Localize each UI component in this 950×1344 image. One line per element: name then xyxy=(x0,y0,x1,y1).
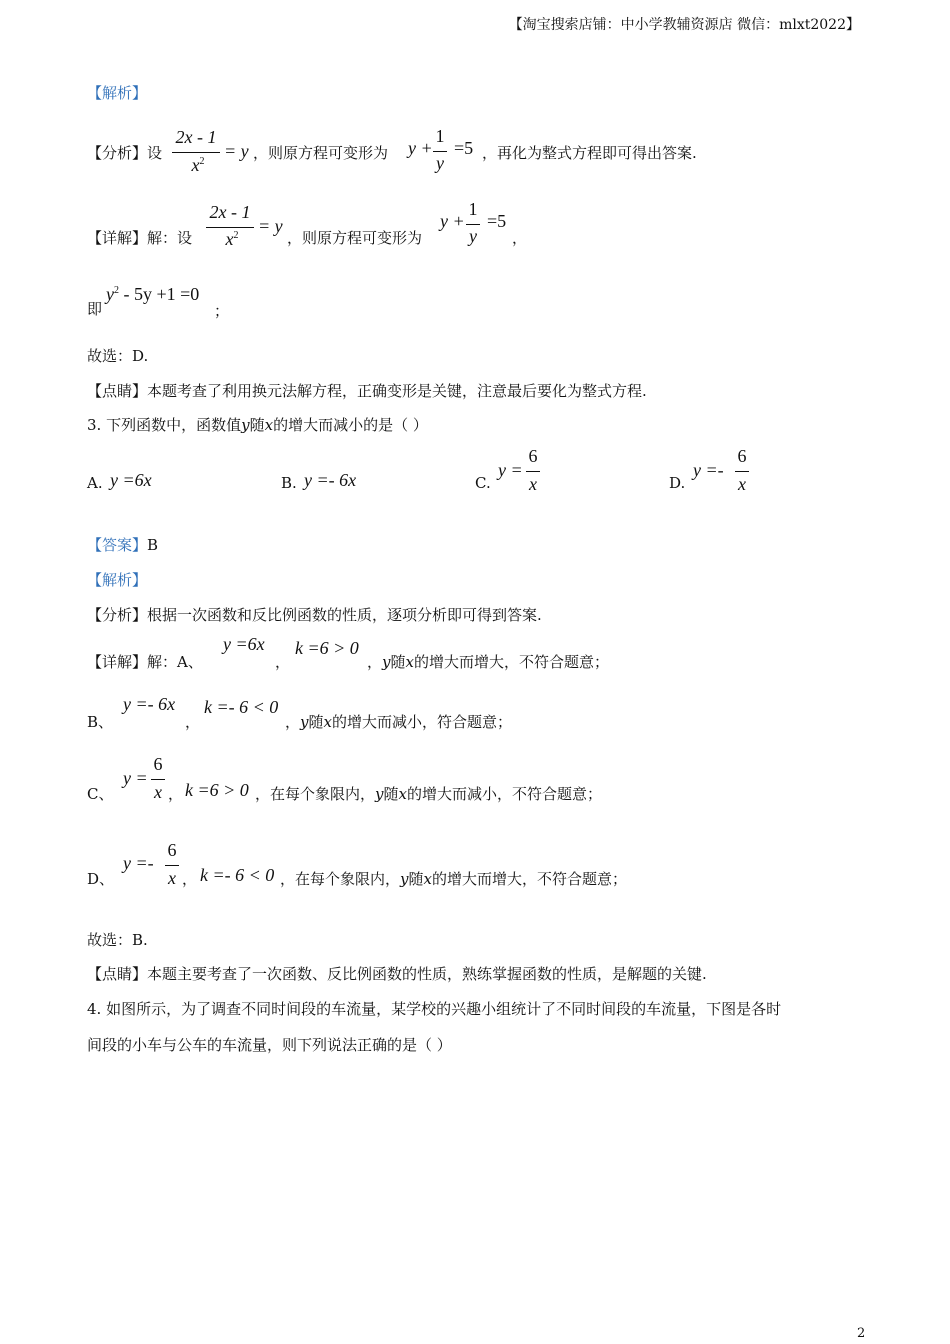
jiexi-tag: 【解析】 xyxy=(87,84,148,102)
q3-xiangjie-a: 【详解】解：A、 xyxy=(87,653,203,671)
q3-fenxi: 【分析】根据一次函数和反比例函数的性质，逐项分析即可得到答案. xyxy=(87,606,542,624)
q4-line2: 间段的小车与公车的车流量，则下列说法正确的是（ ） xyxy=(87,1036,452,1054)
option-d[interactable]: D. xyxy=(669,474,686,492)
option-b[interactable]: B. xyxy=(281,474,297,492)
fenxi-line: 【分析】设 xyxy=(87,144,163,162)
ji-expression: $y^2 - 5y +1 =0$ xyxy=(106,284,200,304)
eq-y: = y xyxy=(224,141,249,161)
q4-line1: 4. 如图所示，为了调查不同时间段的车流量，某学校的兴趣小组统计了不同时间段的车流量，下图是各时 xyxy=(87,1000,782,1018)
dianjing-line: 【点睛】本题考查了利用换元法解方程，正确变形是关键，注意最后要化为整式方程. xyxy=(87,382,647,400)
answer-line: 【答案】B xyxy=(87,536,159,554)
xiangjie-line: 【详解】解：设 xyxy=(87,229,193,247)
option-a[interactable]: A. xyxy=(87,474,103,492)
page-number: 2 xyxy=(857,1326,866,1341)
q3-stem: 3. 下列函数中，函数值y随x的增大而减小的是（ ） xyxy=(87,416,428,434)
header-text: 【淘宝搜索店铺：中小学教辅资源店 微信：mlxt2022】 xyxy=(508,17,860,33)
fraction-2x-1-over-x2: 2x - 1 xyxy=(175,127,217,147)
q3-dianjing: 【点睛】本题主要考查了一次函数、反比例函数的性质，熟练掌握函数的性质，是解题的关键. xyxy=(87,965,707,983)
option-c[interactable]: C. xyxy=(475,474,491,492)
